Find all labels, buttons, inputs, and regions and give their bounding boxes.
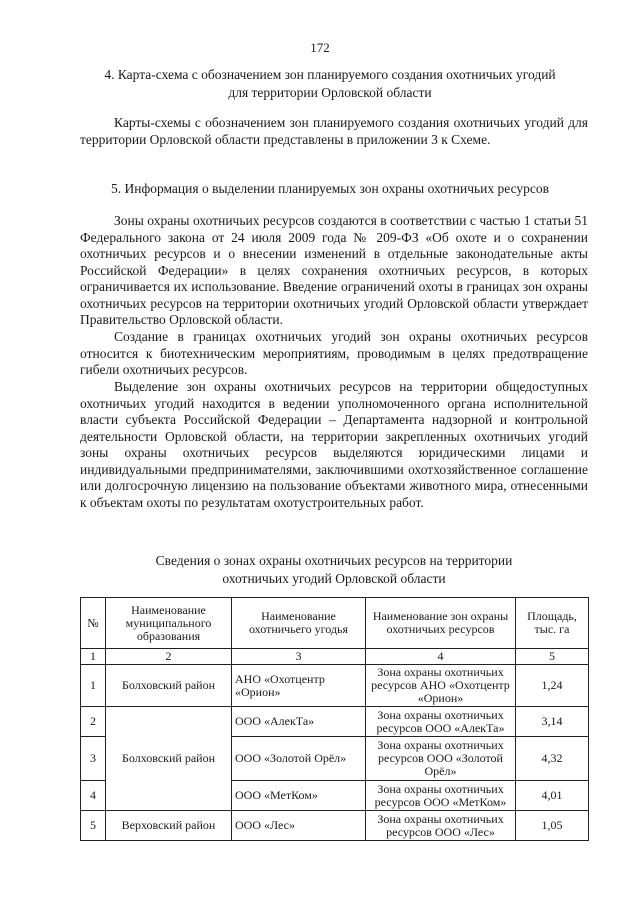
page-number: 172: [310, 40, 330, 55]
zone-cell: Зона охраны охотничьих ресурсов ООО «Лес»: [366, 811, 516, 841]
area-cell: 3,14: [516, 707, 589, 737]
municipality-cell: Болховский район: [106, 665, 232, 707]
column-number-cell: 3: [232, 649, 366, 665]
section-5-heading: 5. Информация о выделении планируемых зон охраны охотничьих ресурсов: [110, 181, 550, 196]
row-number: 4: [81, 781, 106, 811]
row-number: 5: [81, 811, 106, 841]
section-5-paragraph-2: Создание в границах охотничьих угодий зон охраны охотничьих ресурсов относится к биотехническим мероприятиям, проводимым в целях предотвращение гибели охотничьих ресурсов.: [80, 329, 588, 377]
row-number: 1: [81, 665, 106, 707]
zone-cell: Зона охраны охотничьих ресурсов ООО «МетКом»: [366, 781, 516, 811]
header-cell: Наименование муниципального образования: [106, 598, 232, 649]
header-cell: Площадь, тыс. га: [516, 598, 589, 649]
row-number: 3: [81, 737, 106, 781]
hunting-ground-cell: ООО «АлекТа»: [232, 707, 366, 737]
section-4-heading: [80, 66, 580, 102]
hunting-zones-table: [80, 597, 589, 841]
table-caption-line1: Сведения о зонах охраны охотничьих ресурсов на территории: [155, 553, 513, 568]
area-cell: 4,01: [516, 781, 589, 811]
hunting-ground-cell: ООО «Лес»: [232, 811, 366, 841]
area-cell: 1,24: [516, 665, 589, 707]
column-number-cell: 1: [81, 649, 106, 665]
section-4-heading-line1: 4. Карта-схема с обозначением зон планируемого создания охотничьих угодий: [104, 67, 556, 82]
hunting-ground-cell: ООО «МетКом»: [232, 781, 366, 811]
column-number-cell: 4: [366, 649, 516, 665]
column-number-row: [81, 649, 589, 665]
zone-cell: Зона охраны охотничьих ресурсов АНО «Охотцентр «Орион»: [366, 665, 516, 707]
column-number-cell: 2: [106, 649, 232, 665]
table-row: [81, 707, 589, 737]
column-number-cell: 5: [516, 649, 589, 665]
hunting-ground-cell: АНО «Охотцентр «Орион»: [232, 665, 366, 707]
table-row: [81, 665, 589, 707]
table-row: [81, 811, 589, 841]
municipality-cell: Болховский район: [106, 707, 232, 811]
header-cell: Наименование охотничьего угодья: [232, 598, 366, 649]
zone-cell: Зона охраны охотничьих ресурсов ООО «Золотой Орёл»: [366, 737, 516, 781]
table-caption-line2: охотничьих угодий Орловской области: [222, 571, 446, 586]
municipality-cell: Верховский район: [106, 811, 232, 841]
zone-cell: Зона охраны охотничьих ресурсов ООО «АлекТа»: [366, 707, 516, 737]
section-4-heading-line2: для территории Орловской области: [228, 85, 432, 100]
row-number: 2: [81, 707, 106, 737]
section-5-paragraph-1: Зоны охраны охотничьих ресурсов создаются в соответствии с частью 1 статьи 51 Федерального закона от 24 июля 2009 года № 209-ФЗ «Об охоте и о сохранении охотничьих ресурсов и о внесении изменений в отдельные законодательные акты Российской Федерации» в целях сохранения охотничьих ресурсов, в которых ограничивается их использование. Введение ограничений охоты в границах зон охраны охотничьих ресурсов на территории охотничьих угодий Орловской области утверждает Правительство Орловской области.: [80, 213, 588, 327]
header-cell: №: [81, 598, 106, 649]
table-header-row: [81, 598, 589, 649]
header-cell: Наименование зон охраны охотничьих ресурсов: [366, 598, 516, 649]
area-cell: 4,32: [516, 737, 589, 781]
hunting-ground-cell: ООО «Золотой Орёл»: [232, 737, 366, 781]
table-caption: [80, 552, 588, 588]
section-4-paragraph: Карты-схемы с обозначением зон планируемого создания охотничьих угодий для территории Орловской области представлены в приложении 3 к Схеме.: [80, 115, 588, 147]
section-5-paragraph-3: Выделение зон охраны охотничьих ресурсов на территории общедоступных охотничьих угодий находится в ведении уполномоченного органа исполнительной власти субъекта Российской Федерации – Департамента надзорной и контрольной деятельности Орловской области, на территории закрепленных охотничьих угодий зоны охраны охотничьих ресурсов выделяются юридическими лицами и индивидуальными предпринимателями, заключившими охотхозяйственное соглашение или долгосрочную лицензию на пользование объектами животного мира, отнесенными к объектам охоты по результатам охотустроительных работ.: [80, 379, 588, 510]
area-cell: 1,05: [516, 811, 589, 841]
